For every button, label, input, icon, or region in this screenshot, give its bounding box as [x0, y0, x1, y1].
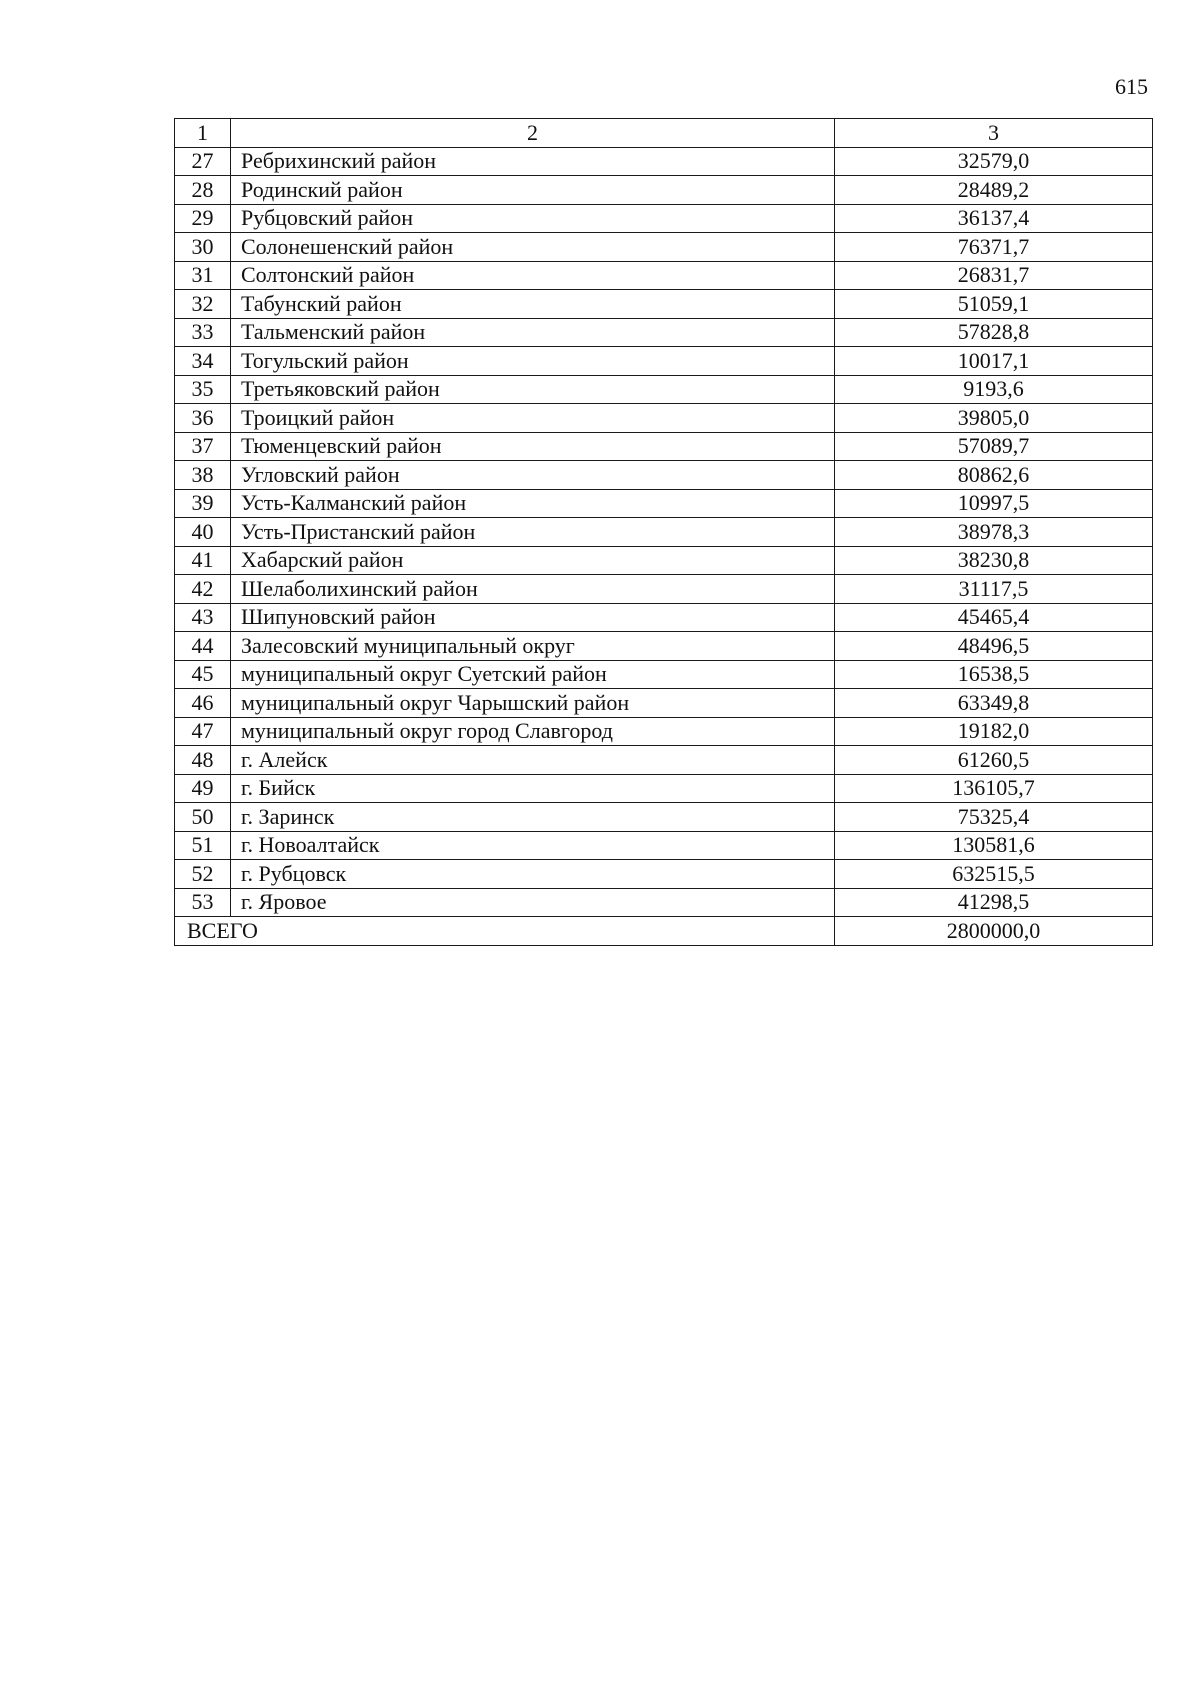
row-name-cell: г. Новоалтайск	[231, 831, 835, 860]
table-header-row	[175, 119, 1153, 148]
row-value-cell: 48496,5	[835, 632, 1153, 661]
table-row	[175, 660, 1153, 689]
table-row	[175, 717, 1153, 746]
row-number-cell: 45	[175, 660, 231, 689]
table-row	[175, 461, 1153, 490]
row-number-cell: 30	[175, 233, 231, 262]
table-row	[175, 632, 1153, 661]
row-name-cell: Шелаболихинский район	[231, 575, 835, 604]
row-value-cell: 16538,5	[835, 660, 1153, 689]
row-number-cell: 31	[175, 261, 231, 290]
row-name-cell: Табунский район	[231, 290, 835, 319]
row-name-cell: муниципальный округ город Славгород	[231, 717, 835, 746]
table-row	[175, 689, 1153, 718]
row-name-cell: Хабарский район	[231, 546, 835, 575]
table-row	[175, 404, 1153, 433]
row-number-cell: 40	[175, 518, 231, 547]
row-name-cell: муниципальный округ Суетский район	[231, 660, 835, 689]
row-name-cell: Рубцовский район	[231, 204, 835, 233]
row-number-cell: 35	[175, 375, 231, 404]
row-value-cell: 19182,0	[835, 717, 1153, 746]
row-number-cell: 42	[175, 575, 231, 604]
table-row	[175, 518, 1153, 547]
table-body	[175, 119, 1153, 946]
table-row	[175, 575, 1153, 604]
row-name-cell: г. Заринск	[231, 803, 835, 832]
row-number-cell: 49	[175, 774, 231, 803]
row-value-cell: 32579,0	[835, 147, 1153, 176]
table-row	[175, 176, 1153, 205]
table-total-row	[175, 917, 1153, 946]
row-number-cell: 28	[175, 176, 231, 205]
column-header-number: 1	[175, 119, 231, 148]
row-number-cell: 37	[175, 432, 231, 461]
table-row	[175, 860, 1153, 889]
row-value-cell: 9193,6	[835, 375, 1153, 404]
table-row	[175, 290, 1153, 319]
table-row	[175, 803, 1153, 832]
row-name-cell: Тогульский район	[231, 347, 835, 376]
row-value-cell: 51059,1	[835, 290, 1153, 319]
row-name-cell: г. Алейск	[231, 746, 835, 775]
page-number: 615	[1115, 74, 1148, 99]
row-value-cell: 57089,7	[835, 432, 1153, 461]
row-name-cell: г. Бийск	[231, 774, 835, 803]
table-row	[175, 147, 1153, 176]
row-value-cell: 10017,1	[835, 347, 1153, 376]
table-row	[175, 746, 1153, 775]
row-number-cell: 39	[175, 489, 231, 518]
row-name-cell: Шипуновский район	[231, 603, 835, 632]
row-name-cell: Ребрихинский район	[231, 147, 835, 176]
row-name-cell: Родинский район	[231, 176, 835, 205]
row-value-cell: 57828,8	[835, 318, 1153, 347]
row-name-cell: Тальменский район	[231, 318, 835, 347]
row-value-cell: 63349,8	[835, 689, 1153, 718]
row-name-cell: Троицкий район	[231, 404, 835, 433]
row-name-cell: г. Яровое	[231, 888, 835, 917]
row-number-cell: 47	[175, 717, 231, 746]
table-row	[175, 375, 1153, 404]
row-number-cell: 38	[175, 461, 231, 490]
table-row	[175, 546, 1153, 575]
table-row	[175, 204, 1153, 233]
row-value-cell: 45465,4	[835, 603, 1153, 632]
table-row	[175, 603, 1153, 632]
row-value-cell: 26831,7	[835, 261, 1153, 290]
column-header-name: 2	[231, 119, 835, 148]
row-value-cell: 632515,5	[835, 860, 1153, 889]
table-row	[175, 318, 1153, 347]
total-label-cell: ВСЕГО	[175, 917, 835, 946]
row-value-cell: 36137,4	[835, 204, 1153, 233]
row-name-cell: Усть-Калманский район	[231, 489, 835, 518]
row-value-cell: 136105,7	[835, 774, 1153, 803]
table-row	[175, 831, 1153, 860]
row-value-cell: 41298,5	[835, 888, 1153, 917]
row-number-cell: 36	[175, 404, 231, 433]
row-number-cell: 46	[175, 689, 231, 718]
row-name-cell: Тюменцевский район	[231, 432, 835, 461]
row-number-cell: 33	[175, 318, 231, 347]
row-number-cell: 52	[175, 860, 231, 889]
row-name-cell: Залесовский муниципальный округ	[231, 632, 835, 661]
table-row	[175, 347, 1153, 376]
row-number-cell: 51	[175, 831, 231, 860]
table-row	[175, 888, 1153, 917]
row-number-cell: 41	[175, 546, 231, 575]
table-row	[175, 432, 1153, 461]
row-number-cell: 43	[175, 603, 231, 632]
row-value-cell: 80862,6	[835, 461, 1153, 490]
row-value-cell: 28489,2	[835, 176, 1153, 205]
row-number-cell: 32	[175, 290, 231, 319]
row-name-cell: Угловский район	[231, 461, 835, 490]
row-name-cell: Усть-Пристанский район	[231, 518, 835, 547]
column-header-value: 3	[835, 119, 1153, 148]
row-number-cell: 34	[175, 347, 231, 376]
table-row	[175, 774, 1153, 803]
row-value-cell: 39805,0	[835, 404, 1153, 433]
row-value-cell: 10997,5	[835, 489, 1153, 518]
row-value-cell: 31117,5	[835, 575, 1153, 604]
row-number-cell: 27	[175, 147, 231, 176]
row-name-cell: г. Рубцовск	[231, 860, 835, 889]
row-name-cell: Третьяковский район	[231, 375, 835, 404]
row-value-cell: 38978,3	[835, 518, 1153, 547]
row-name-cell: Солтонский район	[231, 261, 835, 290]
row-value-cell: 130581,6	[835, 831, 1153, 860]
row-value-cell: 38230,8	[835, 546, 1153, 575]
total-value-cell: 2800000,0	[835, 917, 1153, 946]
row-value-cell: 61260,5	[835, 746, 1153, 775]
row-number-cell: 48	[175, 746, 231, 775]
row-name-cell: Солонешенский район	[231, 233, 835, 262]
row-number-cell: 50	[175, 803, 231, 832]
table-row	[175, 489, 1153, 518]
row-number-cell: 44	[175, 632, 231, 661]
row-number-cell: 53	[175, 888, 231, 917]
table-row	[175, 233, 1153, 262]
row-value-cell: 76371,7	[835, 233, 1153, 262]
row-name-cell: муниципальный округ Чарышский район	[231, 689, 835, 718]
table-row	[175, 261, 1153, 290]
allocation-table	[174, 118, 1153, 946]
row-value-cell: 75325,4	[835, 803, 1153, 832]
row-number-cell: 29	[175, 204, 231, 233]
